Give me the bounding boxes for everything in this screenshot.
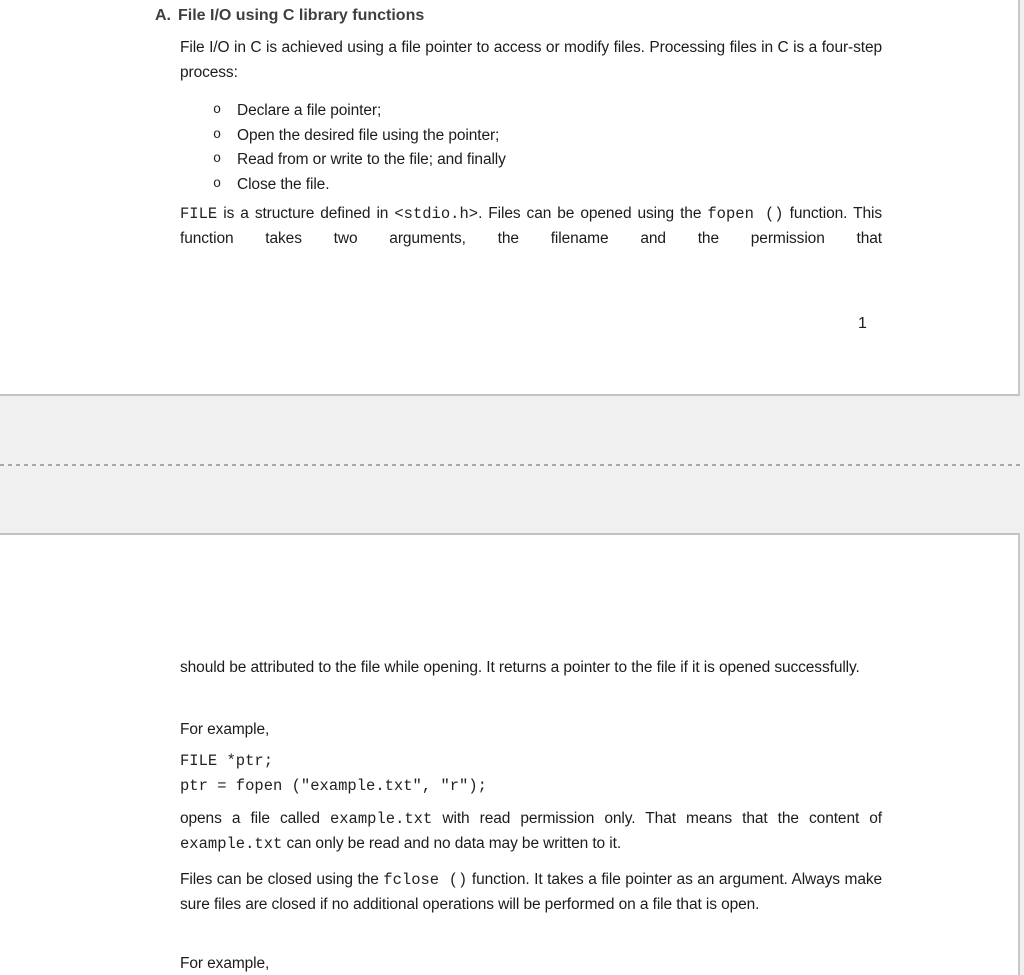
bullet-list	[180, 99, 882, 197]
file-structure-paragraph: FILE is a structure defined in <stdio.h>. Files can be opened using the fopen () function. This function takes two arguments, the filename and the permission that	[180, 205, 882, 247]
list-item	[180, 124, 882, 149]
document-page-2[interactable]	[0, 533, 1020, 975]
list-item-text: Read from or write to the file; and finally	[237, 151, 506, 168]
section-heading-title: File I/O using C library functions	[178, 7, 425, 24]
bullet-marker: o	[213, 103, 222, 118]
intro-paragraph: File I/O in C is achieved using a file pointer to access or modify files. Processing files in C is a four-step process:	[180, 39, 882, 81]
close-file-paragraph: Files can be closed using the fclose () function. It takes a file pointer as an argument. Always make sure files are closed if no additional operations will be performed on a file that is open.	[180, 871, 883, 913]
list-item-text: Declare a file pointer;	[237, 102, 382, 119]
document-page-1[interactable]	[0, 0, 1020, 396]
list-item	[180, 148, 882, 173]
list-item	[180, 173, 882, 198]
list-item-text: Close the file.	[237, 175, 330, 193]
bullet-marker: o	[213, 152, 222, 167]
list-item	[180, 99, 882, 124]
list-item-text: Open the desired file using the pointer;	[237, 126, 500, 144]
bullet-marker: o	[213, 176, 222, 192]
page-number: 1	[858, 315, 867, 332]
bullet-marker: o	[213, 127, 222, 143]
code-line: FILE *ptr;	[180, 752, 274, 770]
code-line: ptr = fopen ("example.txt", "r");	[180, 776, 487, 795]
for-example-label-2: For example,	[180, 955, 270, 972]
section-heading	[155, 4, 895, 28]
opens-file-paragraph: opens a file called example.txt with read permission only. That means that the content of example.txt can only be read and no data may be written to it.	[180, 810, 882, 853]
for-example-label-1: For example,	[180, 721, 270, 738]
continued-paragraph: should be attributed to the file while opening. It returns a pointer to the file if it is opened successfully.	[180, 659, 860, 676]
page-break-gap	[0, 396, 1024, 533]
page-break-dashed-line	[0, 464, 1024, 466]
section-heading-label: A.	[155, 7, 171, 24]
code-block	[180, 749, 940, 798]
